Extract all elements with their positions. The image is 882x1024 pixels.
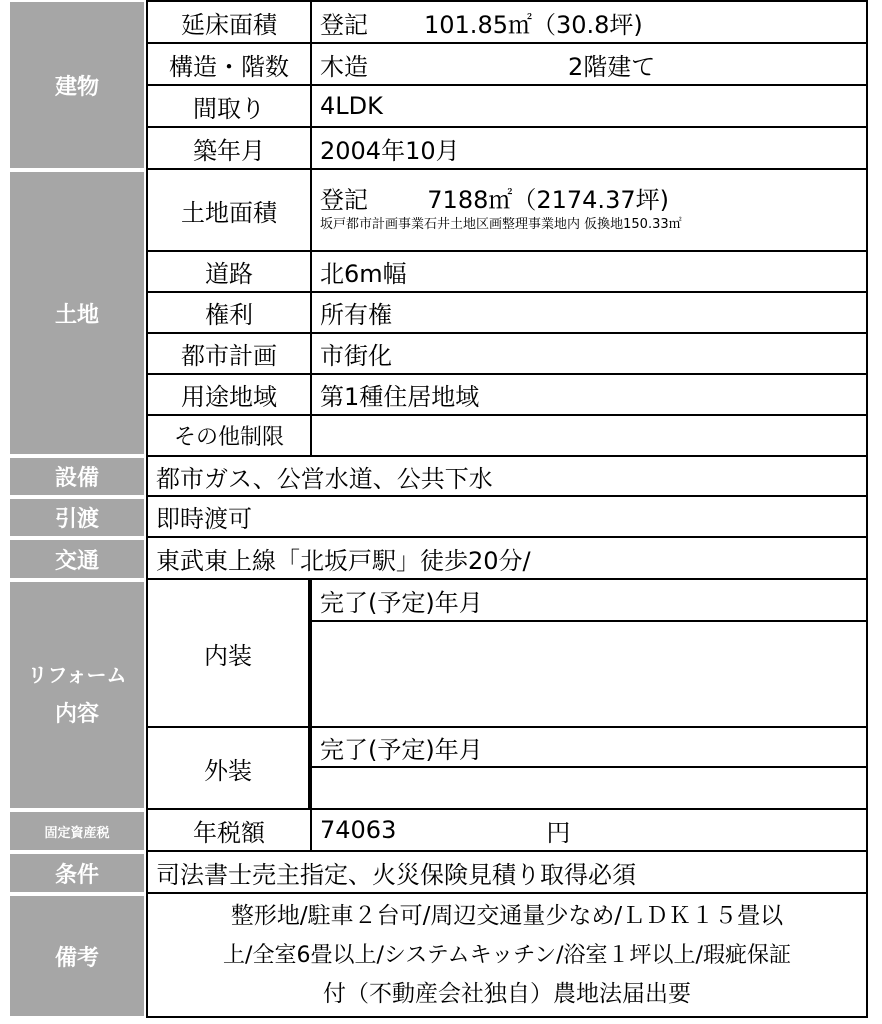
exterior-details [310,766,868,810]
zoning-value: 第1種住居地域 [310,373,868,416]
remarks-line-3: 付（不動産会社独自）農地法届出要 [323,980,691,1007]
reform-header-line2: 内容 [54,702,99,727]
road-value: 北6m幅 [310,250,868,293]
structure-value [310,42,868,86]
floor-area-value [310,0,868,44]
land-area-prefix: 登記 [320,185,368,214]
remarks-line-2: 上/全室6畳以上/システムキッチン/浴室１坪以上/瑕疵保証 [223,942,791,968]
city-plan-value: 市街化 [310,332,868,375]
section-property-tax-header: 固定資産税 [8,810,146,852]
land-area-value [310,168,868,252]
built-value: 2004年10月 [310,126,868,170]
floor-area-prefix: 登記 [320,10,368,39]
section-transport-header: 交通 [8,538,146,580]
handover-value: 即時渡可 [146,495,868,538]
land-area-note: 坂戸都市計画事業石井土地区画整理事業地内 仮換地150.33㎡ [320,217,682,233]
structure-type: 木造 [320,52,368,81]
built-label: 築年月 [146,126,312,170]
other-restrictions-value [310,414,868,457]
city-plan-label: 都市計画 [146,332,312,375]
tax-label: 年税額 [146,808,312,852]
section-equipment-header: 設備 [8,456,146,497]
structure-label: 構造・階数 [146,42,312,86]
tax-value [310,808,868,852]
land-area-number: 7188㎡（2174.37坪) [427,185,669,214]
section-building-header: 建物 [8,0,146,170]
exterior-label: 外装 [146,726,312,810]
property-spec-table [8,0,868,1018]
interior-label: 内装 [146,578,312,726]
floors-count: 2階建て [568,52,656,81]
layout-label: 間取り [146,84,312,128]
zoning-label: 用途地域 [146,373,312,416]
exterior-date: 完了(予定)年月 [310,726,868,768]
rights-value: 所有権 [310,291,868,334]
tax-unit: 円 [546,818,571,847]
floor-area-number: 101.85㎡（30.8坪) [424,10,643,39]
remarks-line-1: 整形地/駐車２台可/周辺交通量少なめ/ＬＤＫ１５畳以 [230,902,784,929]
section-reform-header [8,580,146,810]
section-handover-header: 引渡 [8,497,146,538]
section-land-header: 土地 [8,170,146,456]
reform-header-line1: リフォーム [27,663,127,687]
layout-value: 4LDK [310,84,868,128]
road-label: 道路 [146,250,312,293]
section-conditions-header: 条件 [8,852,146,894]
equipment-value: 都市ガス、公営水道、公共下水 [146,455,868,497]
remarks-value [146,892,868,1018]
floor-area-label: 延床面積 [146,0,312,44]
section-remarks-header: 備考 [8,894,146,1018]
transport-value: 東武東上線「北坂戸駅」徒歩20分/ [146,536,868,580]
interior-date: 完了(予定)年月 [310,578,868,622]
tax-amount: 74063 [320,816,397,844]
interior-details [310,620,868,726]
other-restrictions-label: その他制限 [146,414,312,457]
conditions-value: 司法書士売主指定、火災保険見積り取得必須 [146,850,868,894]
land-area-label: 土地面積 [146,168,312,252]
rights-label: 権利 [146,291,312,334]
